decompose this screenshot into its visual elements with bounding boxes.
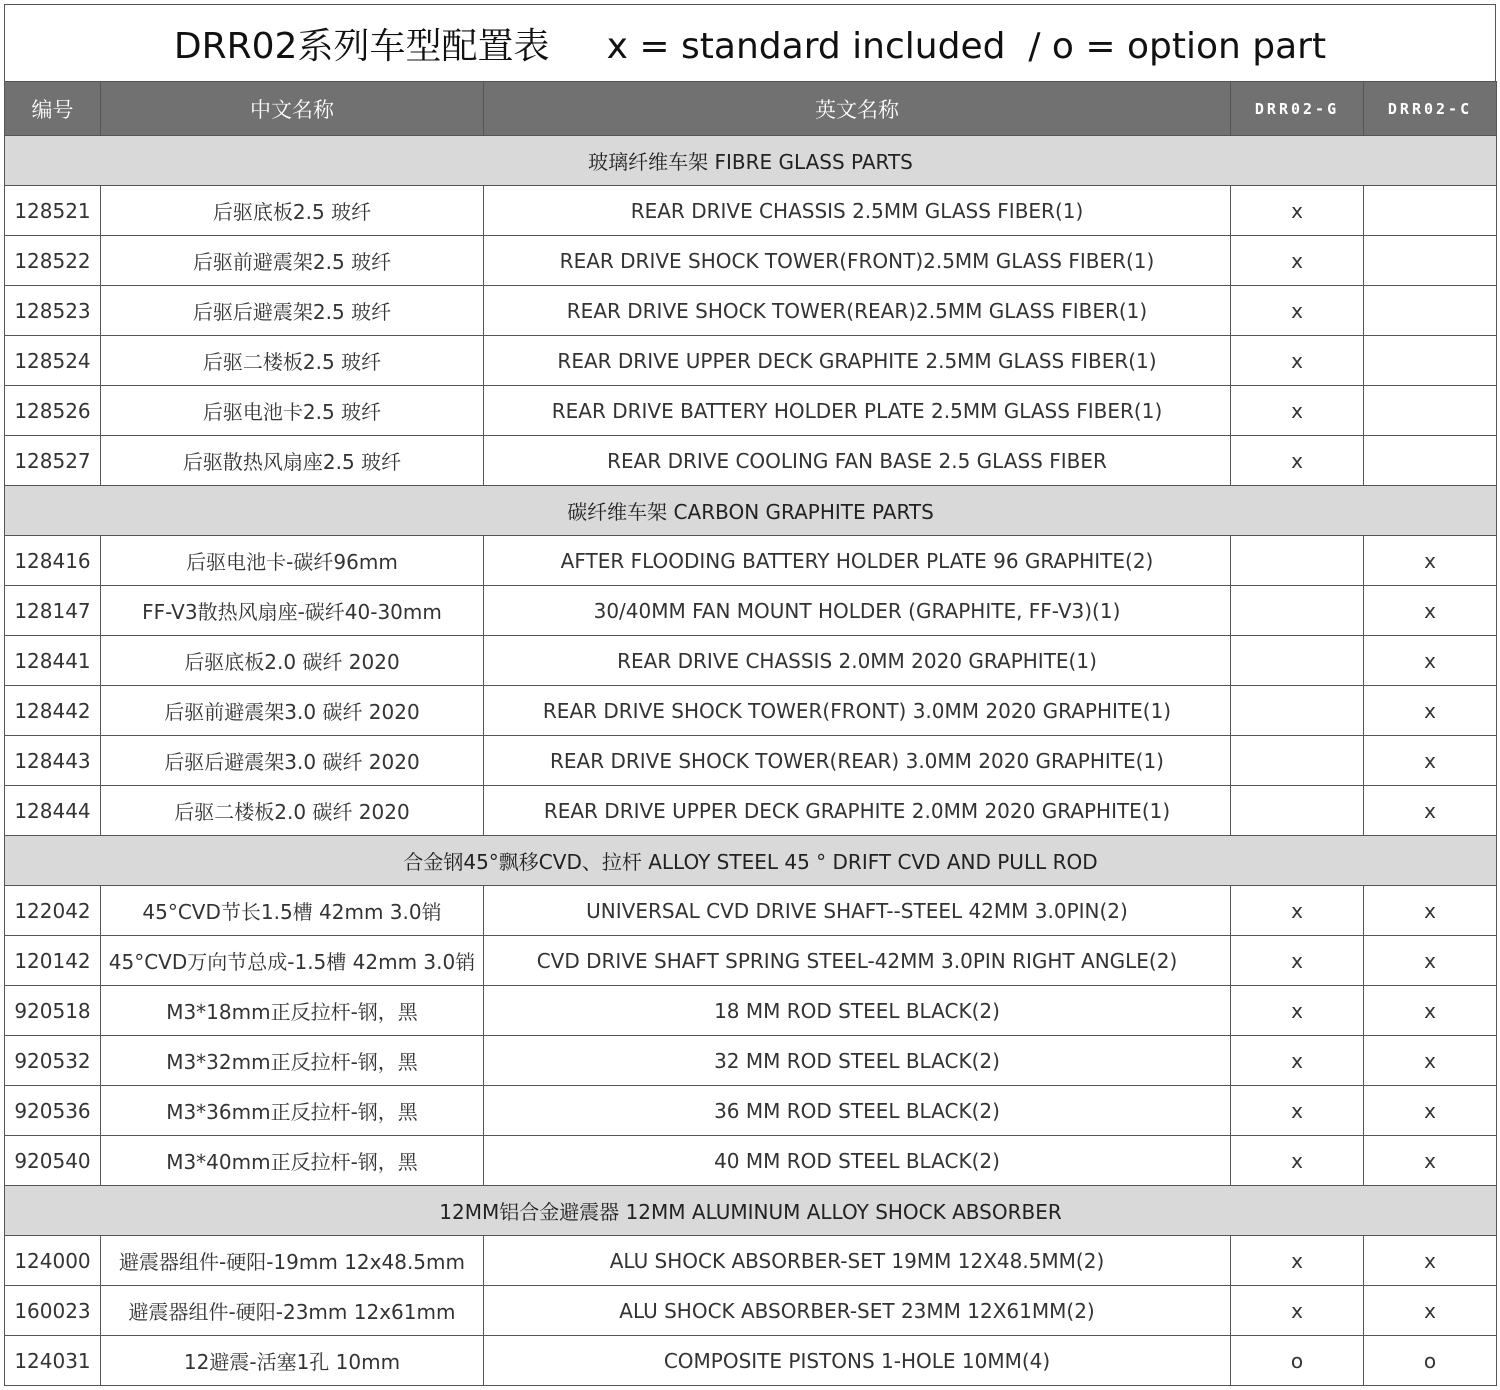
model-c-mark: x <box>1364 1036 1497 1086</box>
english-name: 36 MM ROD STEEL BLACK(2) <box>484 1086 1231 1136</box>
chinese-name: 45°CVD节长1.5槽 42mm 3.0销 <box>101 886 484 936</box>
model-g-mark <box>1231 586 1364 636</box>
section-row <box>5 486 1497 536</box>
model-c-mark: x <box>1364 886 1497 936</box>
part-number: 128442 <box>5 686 101 736</box>
model-g-mark: x <box>1231 286 1364 336</box>
table-row <box>5 886 1497 936</box>
english-name: REAR DRIVE UPPER DECK GRAPHITE 2.0MM 2020 GRAPHITE(1) <box>484 786 1231 836</box>
model-g-mark <box>1231 636 1364 686</box>
part-number: 120142 <box>5 936 101 986</box>
table-row <box>5 936 1497 986</box>
english-name: COMPOSITE PISTONS 1-HOLE 10MM(4) <box>484 1336 1231 1386</box>
chinese-name: 后驱前避震架2.5 玻纤 <box>101 236 484 286</box>
chinese-name: FF-V3散热风扇座-碳纤40-30mm <box>101 586 484 636</box>
part-number: 124000 <box>5 1236 101 1286</box>
english-name: REAR DRIVE SHOCK TOWER(REAR) 3.0MM 2020 GRAPHITE(1) <box>484 736 1231 786</box>
model-g-mark <box>1231 786 1364 836</box>
part-number: 128523 <box>5 286 101 336</box>
table-row <box>5 336 1497 386</box>
model-c-mark: x <box>1364 986 1497 1036</box>
english-name: 30/40MM FAN MOUNT HOLDER (GRAPHITE, FF-V3)(1) <box>484 586 1231 636</box>
model-c-mark <box>1364 286 1497 336</box>
header-model-g: DRR02-G <box>1231 82 1364 136</box>
model-g-mark: x <box>1231 886 1364 936</box>
table-body <box>5 136 1497 1386</box>
part-number: 128522 <box>5 236 101 286</box>
chinese-name: 后驱后避震架2.5 玻纤 <box>101 286 484 336</box>
chinese-name: M3*32mm正反拉杆-钢，黑 <box>101 1036 484 1086</box>
section-label: 12MM铝合金避震器 12MM ALUMINUM ALLOY SHOCK ABSORBER <box>5 1186 1497 1236</box>
part-number: 920518 <box>5 986 101 1036</box>
part-number: 128147 <box>5 586 101 636</box>
table-row <box>5 1036 1497 1086</box>
chinese-name: 12避震-活塞1孔 10mm <box>101 1336 484 1386</box>
part-number: 128524 <box>5 336 101 386</box>
chinese-name: 后驱二楼板2.0 碳纤 2020 <box>101 786 484 836</box>
table-row <box>5 286 1497 336</box>
english-name: REAR DRIVE UPPER DECK GRAPHITE 2.5MM GLASS FIBER(1) <box>484 336 1231 386</box>
model-g-mark <box>1231 736 1364 786</box>
chinese-name: 后驱底板2.5 玻纤 <box>101 186 484 236</box>
model-g-mark <box>1231 536 1364 586</box>
table-row <box>5 1336 1497 1386</box>
model-g-mark <box>1231 686 1364 736</box>
model-g-mark: x <box>1231 336 1364 386</box>
model-c-mark: x <box>1364 1236 1497 1286</box>
model-c-mark <box>1364 186 1497 236</box>
model-c-mark: x <box>1364 586 1497 636</box>
chinese-name: 后驱散热风扇座2.5 玻纤 <box>101 436 484 486</box>
english-name: CVD DRIVE SHAFT SPRING STEEL-42MM 3.0PIN RIGHT ANGLE(2) <box>484 936 1231 986</box>
english-name: ALU SHOCK ABSORBER-SET 19MM 12X48.5MM(2) <box>484 1236 1231 1286</box>
english-name: REAR DRIVE SHOCK TOWER(FRONT) 3.0MM 2020 GRAPHITE(1) <box>484 686 1231 736</box>
config-table <box>4 81 1497 1386</box>
part-number: 920540 <box>5 1136 101 1186</box>
english-name: AFTER FLOODING BATTERY HOLDER PLATE 96 GRAPHITE(2) <box>484 536 1231 586</box>
chinese-name: M3*18mm正反拉杆-钢，黑 <box>101 986 484 1036</box>
model-g-mark: x <box>1231 986 1364 1036</box>
part-number: 920532 <box>5 1036 101 1086</box>
table-row <box>5 736 1497 786</box>
chinese-name: 后驱电池卡2.5 玻纤 <box>101 386 484 436</box>
chinese-name: 后驱二楼板2.5 玻纤 <box>101 336 484 386</box>
model-c-mark: x <box>1364 536 1497 586</box>
model-g-mark: x <box>1231 186 1364 236</box>
table-row <box>5 236 1497 286</box>
table-row <box>5 1236 1497 1286</box>
english-name: REAR DRIVE SHOCK TOWER(REAR)2.5MM GLASS FIBER(1) <box>484 286 1231 336</box>
model-g-mark: o <box>1231 1336 1364 1386</box>
model-c-mark: o <box>1364 1336 1497 1386</box>
model-c-mark <box>1364 336 1497 386</box>
model-c-mark: x <box>1364 686 1497 736</box>
chinese-name: 避震器组件-硬阳-19mm 12x48.5mm <box>101 1236 484 1286</box>
table-row <box>5 686 1497 736</box>
chinese-name: M3*40mm正反拉杆-钢，黑 <box>101 1136 484 1186</box>
part-number: 122042 <box>5 886 101 936</box>
model-c-mark: x <box>1364 786 1497 836</box>
model-c-mark <box>1364 236 1497 286</box>
page-title: DRR02系列车型配置表 x = standard included / o = option part <box>4 4 1496 81</box>
part-number: 128527 <box>5 436 101 486</box>
english-name: REAR DRIVE COOLING FAN BASE 2.5 GLASS FIBER <box>484 436 1231 486</box>
model-g-mark: x <box>1231 1036 1364 1086</box>
table-row <box>5 536 1497 586</box>
part-number: 128416 <box>5 536 101 586</box>
header-english-name: 英文名称 <box>484 82 1231 136</box>
section-label: 玻璃纤维车架 FIBRE GLASS PARTS <box>5 136 1497 186</box>
english-name: REAR DRIVE BATTERY HOLDER PLATE 2.5MM GLASS FIBER(1) <box>484 386 1231 436</box>
table-row <box>5 986 1497 1036</box>
model-c-mark: x <box>1364 1136 1497 1186</box>
section-label: 合金钢45°飘移CVD、拉杆 ALLOY STEEL 45 ° DRIFT CVD AND PULL ROD <box>5 836 1497 886</box>
section-row <box>5 836 1497 886</box>
chinese-name: 避震器组件-硬阳-23mm 12x61mm <box>101 1286 484 1336</box>
model-c-mark <box>1364 436 1497 486</box>
table-row <box>5 586 1497 636</box>
model-g-mark: x <box>1231 1136 1364 1186</box>
english-name: REAR DRIVE CHASSIS 2.5MM GLASS FIBER(1) <box>484 186 1231 236</box>
table-row <box>5 386 1497 436</box>
table-row <box>5 1136 1497 1186</box>
part-number: 128444 <box>5 786 101 836</box>
english-name: REAR DRIVE SHOCK TOWER(FRONT)2.5MM GLASS FIBER(1) <box>484 236 1231 286</box>
model-g-mark: x <box>1231 236 1364 286</box>
header-model-c: DRR02-C <box>1364 82 1497 136</box>
table-row <box>5 786 1497 836</box>
english-name: 18 MM ROD STEEL BLACK(2) <box>484 986 1231 1036</box>
part-number: 128443 <box>5 736 101 786</box>
header-part-number: 编号 <box>5 82 101 136</box>
english-name: 40 MM ROD STEEL BLACK(2) <box>484 1136 1231 1186</box>
model-g-mark: x <box>1231 1236 1364 1286</box>
part-number: 160023 <box>5 1286 101 1336</box>
part-number: 920536 <box>5 1086 101 1136</box>
part-number: 128441 <box>5 636 101 686</box>
table-row <box>5 1086 1497 1136</box>
english-name: ALU SHOCK ABSORBER-SET 23MM 12X61MM(2) <box>484 1286 1231 1336</box>
model-g-mark: x <box>1231 1086 1364 1136</box>
model-g-mark: x <box>1231 936 1364 986</box>
table-header <box>5 82 1497 136</box>
section-label: 碳纤维车架 CARBON GRAPHITE PARTS <box>5 486 1497 536</box>
table-row <box>5 1286 1497 1336</box>
english-name: 32 MM ROD STEEL BLACK(2) <box>484 1036 1231 1086</box>
part-number: 128521 <box>5 186 101 236</box>
model-c-mark: x <box>1364 1086 1497 1136</box>
section-row <box>5 136 1497 186</box>
chinese-name: 后驱底板2.0 碳纤 2020 <box>101 636 484 686</box>
chinese-name: 后驱前避震架3.0 碳纤 2020 <box>101 686 484 736</box>
header-chinese-name: 中文名称 <box>101 82 484 136</box>
part-number: 124031 <box>5 1336 101 1386</box>
model-c-mark: x <box>1364 936 1497 986</box>
chinese-name: 45°CVD万向节总成-1.5槽 42mm 3.0销 <box>101 936 484 986</box>
chinese-name: M3*36mm正反拉杆-钢，黑 <box>101 1086 484 1136</box>
model-g-mark: x <box>1231 386 1364 436</box>
chinese-name: 后驱后避震架3.0 碳纤 2020 <box>101 736 484 786</box>
section-row <box>5 1186 1497 1236</box>
model-c-mark: x <box>1364 636 1497 686</box>
chinese-name: 后驱电池卡-碳纤96mm <box>101 536 484 586</box>
english-name: UNIVERSAL CVD DRIVE SHAFT--STEEL 42MM 3.0PIN(2) <box>484 886 1231 936</box>
model-g-mark: x <box>1231 1286 1364 1336</box>
model-c-mark <box>1364 386 1497 436</box>
table-row <box>5 636 1497 686</box>
model-c-mark: x <box>1364 1286 1497 1336</box>
table-row <box>5 186 1497 236</box>
table-row <box>5 436 1497 486</box>
part-number: 128526 <box>5 386 101 436</box>
model-c-mark: x <box>1364 736 1497 786</box>
model-g-mark: x <box>1231 436 1364 486</box>
english-name: REAR DRIVE CHASSIS 2.0MM 2020 GRAPHITE(1) <box>484 636 1231 686</box>
